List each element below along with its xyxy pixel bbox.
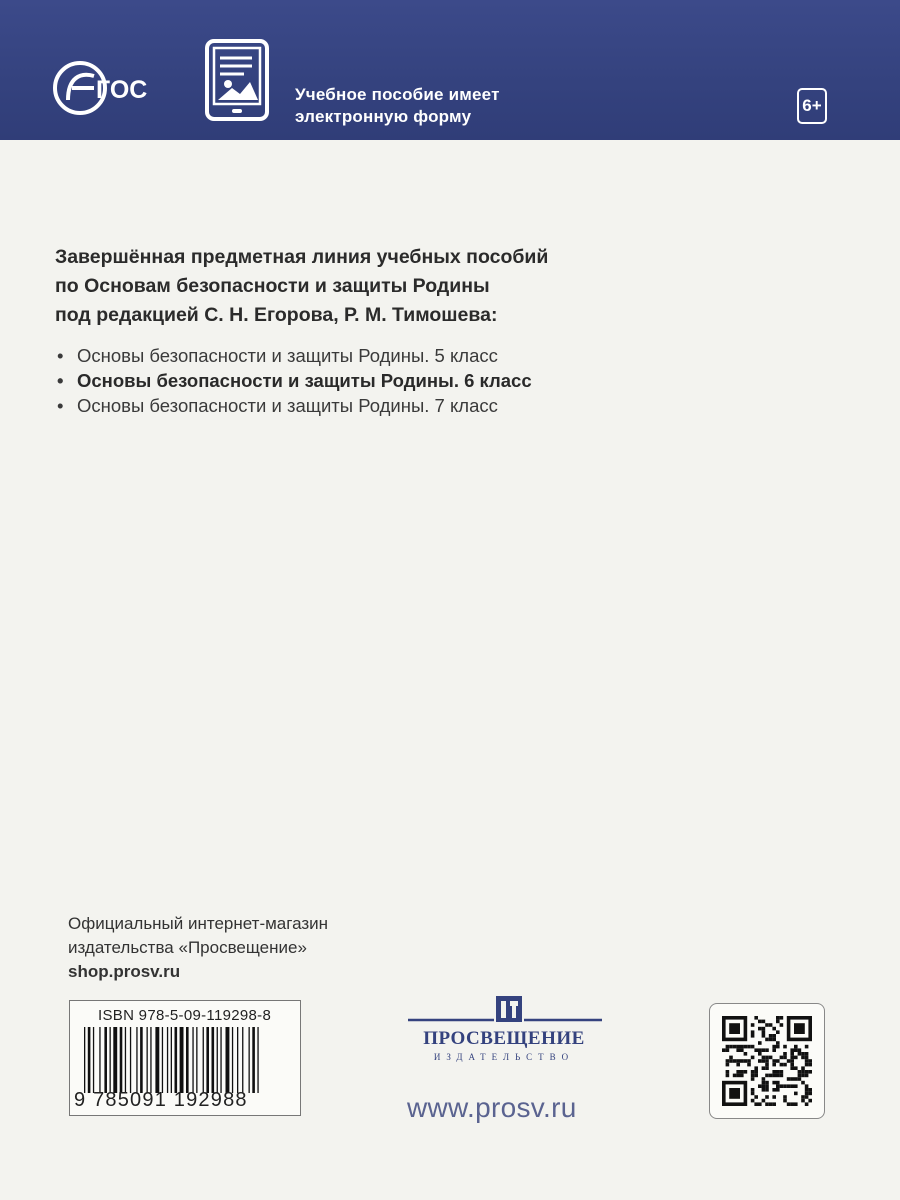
tablet-ebook-icon [204,38,270,122]
shop-line2: издательства «Просвещение» [68,938,307,957]
publisher-url: www.prosv.ru [407,1092,577,1123]
fgos-logo [50,58,160,118]
header-band [0,0,900,140]
electronic-form-line1: Учебное пособие имеет [295,85,500,104]
book-list-item: • Основы безопасности и защиты Родины. 5 класс [55,343,695,368]
electronic-form-note [295,84,500,128]
qr-code-block [709,1003,825,1119]
shop-line1: Официальный интернет-магазин [68,914,329,933]
shop-info [68,912,328,984]
shop-url: shop.prosv.ru [68,962,181,981]
publisher-block [404,990,614,1123]
series-heading [55,243,695,330]
isbn-barcode-block [69,1000,301,1116]
barcode-icon [82,1027,288,1093]
publisher-name: ПРОСВЕЩЕНИЕ [423,1028,585,1049]
book-list-item: • Основы безопасности и защиты Родины. 7 класс [55,393,695,418]
qr-code-icon [722,1016,812,1106]
barcode-digits: 9 785091 192988 [74,1089,248,1111]
book-list-item-current: • Основы безопасности и защиты Родины. 6 класс [55,368,695,393]
series-heading-line1: Завершённая предметная линия учебных пособий [55,246,549,268]
book-list [55,343,695,418]
publisher-subtitle: ИЗДАТЕЛЬСТВО [433,1052,575,1062]
age-rating-badge: 6+ [797,88,827,124]
isbn-label: ISBN 978-5-09-119298-8 [98,1007,272,1024]
electronic-form-line2: электронную форму [295,107,472,126]
series-heading-line3: под редакцией С. Н. Егорова, Р. М. Тимошева: [55,304,498,326]
fgos-logo-text: ГОС [96,76,148,104]
series-heading-line2: по Основам безопасности и защиты Родины [55,275,490,297]
